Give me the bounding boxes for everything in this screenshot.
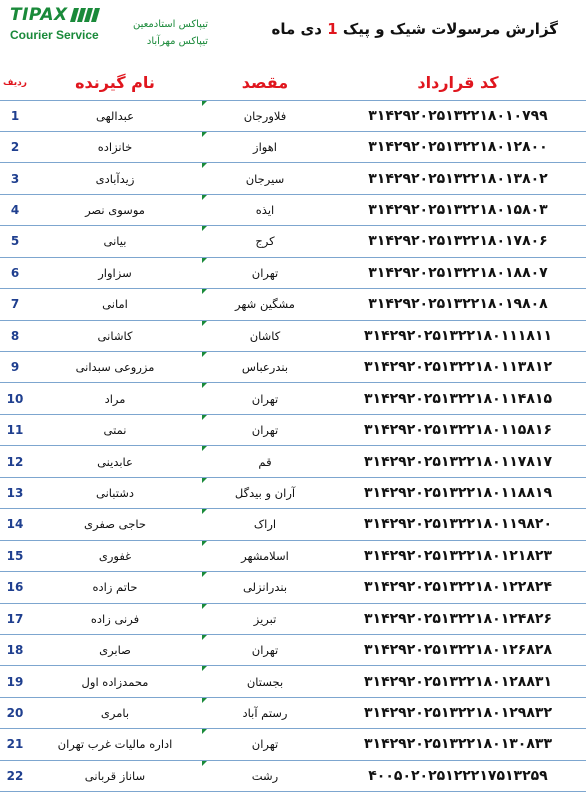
table-row (0, 131, 586, 162)
table-row (0, 477, 586, 508)
branch-list (118, 16, 208, 50)
cell-note-marker-icon (202, 258, 207, 263)
contract-code: ۳۱۴۲۹۲۰۲۵۱۳۲۲۱۸۰۱۲۹۸۳۲ (330, 697, 586, 728)
table-row (0, 163, 586, 194)
contract-code: ۳۱۴۲۹۲۰۲۵۱۳۲۲۱۸۰۱۱۱۸۱۱ (330, 320, 586, 351)
cell-note-marker-icon (202, 226, 207, 231)
contract-code: ۳۱۴۲۹۲۰۲۵۱۳۲۲۱۸۰۱۱۵۸۱۶ (330, 414, 586, 445)
cell-note-marker-icon (202, 572, 207, 577)
table-row (0, 634, 586, 665)
contract-code: ۳۱۴۲۹۲۰۲۵۱۳۲۲۱۸۰۱۱۹۸۲۰ (330, 509, 586, 540)
receiver-name: غفوری (30, 540, 200, 571)
table-row (0, 352, 586, 383)
table-row (0, 760, 586, 791)
row-number: 5 (0, 226, 30, 257)
receiver-name: سزاوار (30, 257, 200, 288)
logo-subtitle: Courier Service (10, 28, 99, 42)
row-number: 21 (0, 729, 30, 760)
shipments-table (0, 66, 586, 792)
table-row (0, 729, 586, 760)
receiver-name: نمتی (30, 414, 200, 445)
table-row (0, 697, 586, 728)
table-row (0, 257, 586, 288)
table-row (0, 572, 586, 603)
receiver-name: امانی (30, 289, 200, 320)
branch-name: تیپاکس استادمعین (132, 19, 208, 30)
row-number: 2 (0, 131, 30, 162)
row-number: 20 (0, 697, 30, 728)
report-title (272, 20, 558, 38)
cell-note-marker-icon (202, 761, 207, 766)
contract-code: ۳۱۴۲۹۲۰۲۵۱۳۲۲۱۸۰۱۱۴۸۱۵ (330, 383, 586, 414)
receiver-name: زیدآبادی (30, 163, 200, 194)
row-number: 8 (0, 320, 30, 351)
row-number: 9 (0, 352, 30, 383)
contract-code: ۳۱۴۲۹۲۰۲۵۱۳۲۲۱۸۰۱۸۸۰۷ (330, 257, 586, 288)
row-number: 12 (0, 446, 30, 477)
destination: اهواز (200, 131, 330, 162)
contract-code: ۳۱۴۲۹۲۰۲۵۱۳۲۲۱۸۰۱۷۸۰۶ (330, 226, 586, 257)
receiver-name: بامری (30, 697, 200, 728)
contract-code: ۳۱۴۲۹۲۰۲۵۱۳۲۲۱۸۰۱۱۷۸۱۷ (330, 446, 586, 477)
row-number: 6 (0, 257, 30, 288)
receiver-name: محمدزاده اول (30, 666, 200, 697)
contract-code: ۳۱۴۲۹۲۰۲۵۱۳۲۲۱۸۰۱۱۸۸۱۹ (330, 477, 586, 508)
column-header-row-number: ردیف (0, 66, 30, 100)
receiver-name: خانزاده (30, 131, 200, 162)
cell-note-marker-icon (202, 635, 207, 640)
destination: تهران (200, 257, 330, 288)
destination: بندرعباس (200, 352, 330, 383)
row-number: 11 (0, 414, 30, 445)
row-number: 13 (0, 477, 30, 508)
cell-note-marker-icon (202, 478, 207, 483)
row-number: 22 (0, 760, 30, 791)
row-number: 7 (0, 289, 30, 320)
row-number: 14 (0, 509, 30, 540)
branch-name: تیپاکس مهرآباد (146, 36, 208, 47)
destination: رشت (200, 760, 330, 791)
row-number: 1 (0, 100, 30, 131)
contract-code: ۳۱۴۲۹۲۰۲۵۱۳۲۲۱۸۰۱۲۸۸۳۱ (330, 666, 586, 697)
destination: ایذه (200, 194, 330, 225)
receiver-name: ساناز قربانی (30, 760, 200, 791)
contract-code: ۳۱۴۲۹۲۰۲۵۱۳۲۲۱۸۰۱۰۷۹۹ (330, 100, 586, 131)
receiver-name: حاتم زاده (30, 572, 200, 603)
table-row (0, 194, 586, 225)
receiver-name: کاشانی (30, 320, 200, 351)
table-row (0, 414, 586, 445)
logo-brand-text: TIPAX (10, 5, 68, 25)
contract-code: ۳۱۴۲۹۲۰۲۵۱۳۲۲۱۸۰۱۹۸۰۸ (330, 289, 586, 320)
receiver-name: عبدالهی (30, 100, 200, 131)
contract-code: ۳۱۴۲۹۲۰۲۵۱۳۲۲۱۸۰۱۲۸۰۰ (330, 131, 586, 162)
cell-note-marker-icon (202, 729, 207, 734)
tipax-logo (10, 6, 106, 43)
title-text: گزارش مرسولات شیک و پیک (342, 20, 558, 38)
destination: تهران (200, 414, 330, 445)
logo-stripes-icon (70, 8, 100, 22)
table-row (0, 320, 586, 351)
contract-code: ۳۱۴۲۹۲۰۲۵۱۳۲۲۱۸۰۱۲۲۸۲۴ (330, 572, 586, 603)
cell-note-marker-icon (202, 415, 207, 420)
receiver-name: اداره مالیات غرب تهران (30, 729, 200, 760)
receiver-name: دشتبانی (30, 477, 200, 508)
contract-code: ۳۱۴۲۹۲۰۲۵۱۳۲۲۱۸۰۱۳۸۰۲ (330, 163, 586, 194)
destination: تبریز (200, 603, 330, 634)
destination: آران و بیدگل (200, 477, 330, 508)
destination: بجستان (200, 666, 330, 697)
row-number: 18 (0, 634, 30, 665)
cell-note-marker-icon (202, 509, 207, 514)
destination: اراک (200, 509, 330, 540)
row-number: 10 (0, 383, 30, 414)
column-header-destination: مقصد (200, 66, 330, 100)
table-row (0, 603, 586, 634)
table-row (0, 383, 586, 414)
destination: قم (200, 446, 330, 477)
row-number: 15 (0, 540, 30, 571)
contract-code: ۳۱۴۲۹۲۰۲۵۱۳۲۲۱۸۰۱۲۴۸۲۶ (330, 603, 586, 634)
table-row (0, 289, 586, 320)
column-header-receiver: نام گیرنده (30, 66, 200, 100)
title-month: دی ماه (271, 20, 322, 38)
cell-note-marker-icon (202, 604, 207, 609)
destination: تهران (200, 383, 330, 414)
cell-note-marker-icon (202, 383, 207, 388)
contract-code: ۳۱۴۲۹۲۰۲۵۱۳۲۲۱۸۰۱۱۳۸۱۲ (330, 352, 586, 383)
table-row (0, 226, 586, 257)
contract-code: ۳۱۴۲۹۲۰۲۵۱۳۲۲۱۸۰۱۳۰۸۳۳ (330, 729, 586, 760)
contract-code: ۳۱۴۲۹۲۰۲۵۱۳۲۲۱۸۰۱۲۶۸۲۸ (330, 634, 586, 665)
cell-note-marker-icon (202, 541, 207, 546)
table-row (0, 540, 586, 571)
cell-note-marker-icon (202, 446, 207, 451)
receiver-name: بیانی (30, 226, 200, 257)
row-number: 4 (0, 194, 30, 225)
destination: اسلامشهر (200, 540, 330, 571)
receiver-name: صابری (30, 634, 200, 665)
contract-code: ۳۱۴۲۹۲۰۲۵۱۳۲۲۱۸۰۱۵۸۰۳ (330, 194, 586, 225)
row-number: 19 (0, 666, 30, 697)
row-number: 16 (0, 572, 30, 603)
cell-note-marker-icon (202, 666, 207, 671)
destination: بندرانزلی (200, 572, 330, 603)
row-number: 3 (0, 163, 30, 194)
destination: کرج (200, 226, 330, 257)
report-header (0, 0, 586, 62)
receiver-name: موسوی نصر (30, 194, 200, 225)
destination: رستم آباد (200, 697, 330, 728)
cell-note-marker-icon (202, 163, 207, 168)
cell-note-marker-icon (202, 289, 207, 294)
destination: سیرجان (200, 163, 330, 194)
table-row (0, 100, 586, 131)
destination: تهران (200, 634, 330, 665)
receiver-name: حاجی صفری (30, 509, 200, 540)
destination: فلاورجان (200, 100, 330, 131)
receiver-name: مراد (30, 383, 200, 414)
receiver-name: فرنی زاده (30, 603, 200, 634)
table-header-row (0, 66, 586, 100)
destination: کاشان (200, 320, 330, 351)
receiver-name: عابدینی (30, 446, 200, 477)
contract-code: ۴۰۰۵۰۲۰۲۵۱۲۲۲۱۷۵۱۳۲۵۹ (330, 760, 586, 791)
cell-note-marker-icon (202, 195, 207, 200)
cell-note-marker-icon (202, 132, 207, 137)
destination: تهران (200, 729, 330, 760)
cell-note-marker-icon (202, 101, 207, 106)
table-row (0, 446, 586, 477)
cell-note-marker-icon (202, 352, 207, 357)
table-row (0, 666, 586, 697)
cell-note-marker-icon (202, 321, 207, 326)
column-header-contract-code: کد قرارداد (330, 66, 586, 100)
title-day-number: 1 (327, 20, 338, 38)
contract-code: ۳۱۴۲۹۲۰۲۵۱۳۲۲۱۸۰۱۲۱۸۲۳ (330, 540, 586, 571)
table-row (0, 509, 586, 540)
receiver-name: مزروعی سبدانی (30, 352, 200, 383)
row-number: 17 (0, 603, 30, 634)
destination: مشگین شهر (200, 289, 330, 320)
cell-note-marker-icon (202, 698, 207, 703)
